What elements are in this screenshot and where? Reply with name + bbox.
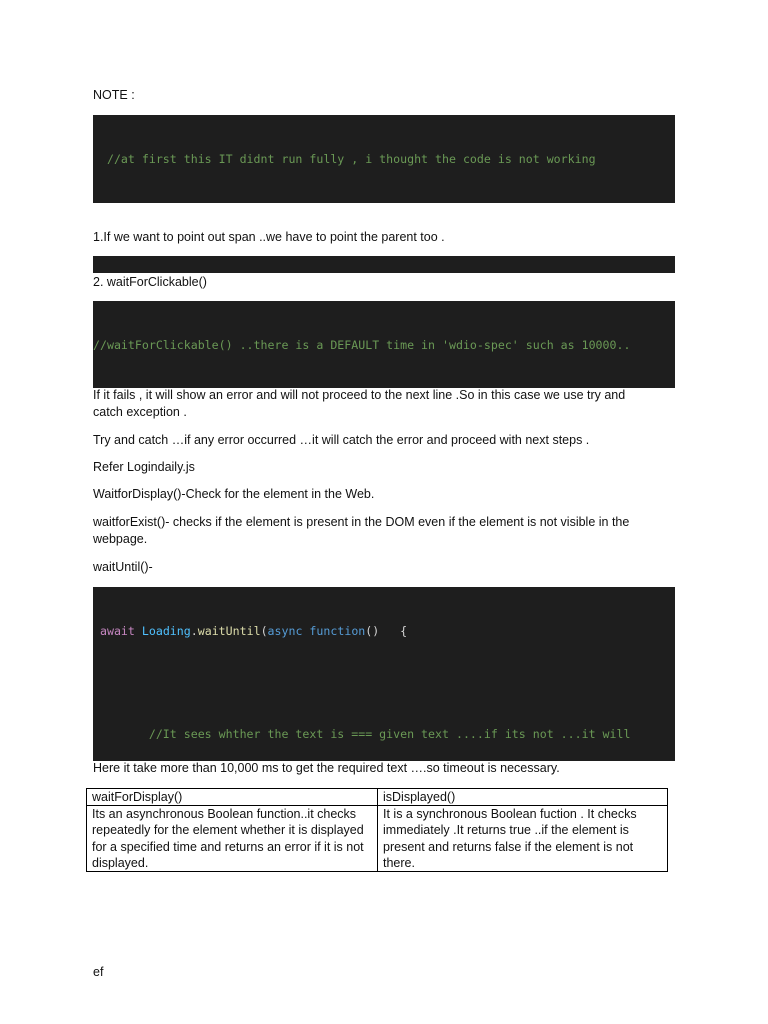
code-line: //It sees whther the text is === given text ....if its not ...it will — [93, 727, 631, 742]
paragraph-refer: Refer Logindaily.js — [93, 460, 195, 474]
code-identifier: Loading — [141, 623, 191, 638]
table-header-cell: isDisplayed() — [378, 789, 668, 806]
paragraph-wait-for-display: WaitforDisplay()-Check for the element in the Web. — [93, 487, 375, 501]
code-punct: () { — [365, 623, 408, 638]
paragraph-wait-until: waitUntil()- — [93, 560, 153, 574]
code-blank-line — [93, 674, 675, 691]
comparison-table — [86, 788, 668, 872]
table-cell: Its an asynchronous Boolean function..it checks repeatedly for the element whether it is displayed for a specified time and returns an error if it is not displayed. — [87, 806, 378, 872]
code-block-wait-for-clickable — [93, 301, 675, 388]
code-keyword: async — [267, 623, 303, 638]
table-cell: It is a synchronous Boolean fuction . It checks immediately .It returns true ..if the element is present and returns false if the element is not there. — [378, 806, 668, 872]
code-line — [93, 202, 675, 203]
paragraph-fail — [93, 387, 625, 421]
paragraph-wait-for-exist — [93, 514, 629, 548]
heading-wait-for-clickable: 2. waitForClickable() — [93, 275, 207, 289]
code-keyword: await — [93, 623, 142, 638]
paragraph-wait-for-exist-line-1: waitforExist()- checks if the element is present in the DOM even if the element is not visible in the — [93, 515, 630, 529]
code-function: waitUntil — [197, 623, 261, 638]
paragraph-span-parent: 1.If we want to point out span ..we have to point the parent too . — [93, 230, 445, 244]
code-line: //waitForClickable() ..there is a DEFAULT time in 'wdio-spec' such as 10000.. — [93, 337, 631, 352]
code-punct: . — [190, 623, 198, 638]
paragraph-wait-for-exist-line-2: webpage. — [93, 532, 148, 546]
paragraph-timeout: Here it take more than 10,000 ms to get the required text ….so timeout is necessary. — [93, 761, 560, 775]
code-block-wait-until — [93, 587, 675, 761]
code-block-error-note — [93, 115, 675, 203]
footer-text: ef — [93, 965, 104, 979]
note-label: NOTE : — [93, 88, 135, 102]
table-header-row — [87, 789, 668, 806]
paragraph-fail-line-2: catch exception . — [93, 405, 187, 419]
paragraph-fail-line-1: If it fails , it will show an error and will not proceed to the next line .So in this case we use try and — [93, 388, 626, 402]
table-header-cell: waitForDisplay() — [87, 789, 378, 806]
code-line-click-me — [93, 256, 675, 273]
code-line: //at first this IT didnt run fully , i thought the code is not working — [93, 151, 596, 166]
paragraph-try-catch: Try and catch …if any error occurred …it will catch the error and proceed with next steps . — [93, 433, 590, 447]
code-keyword: function — [302, 623, 366, 638]
code-punct: ( — [260, 623, 268, 638]
table-row — [87, 806, 668, 872]
